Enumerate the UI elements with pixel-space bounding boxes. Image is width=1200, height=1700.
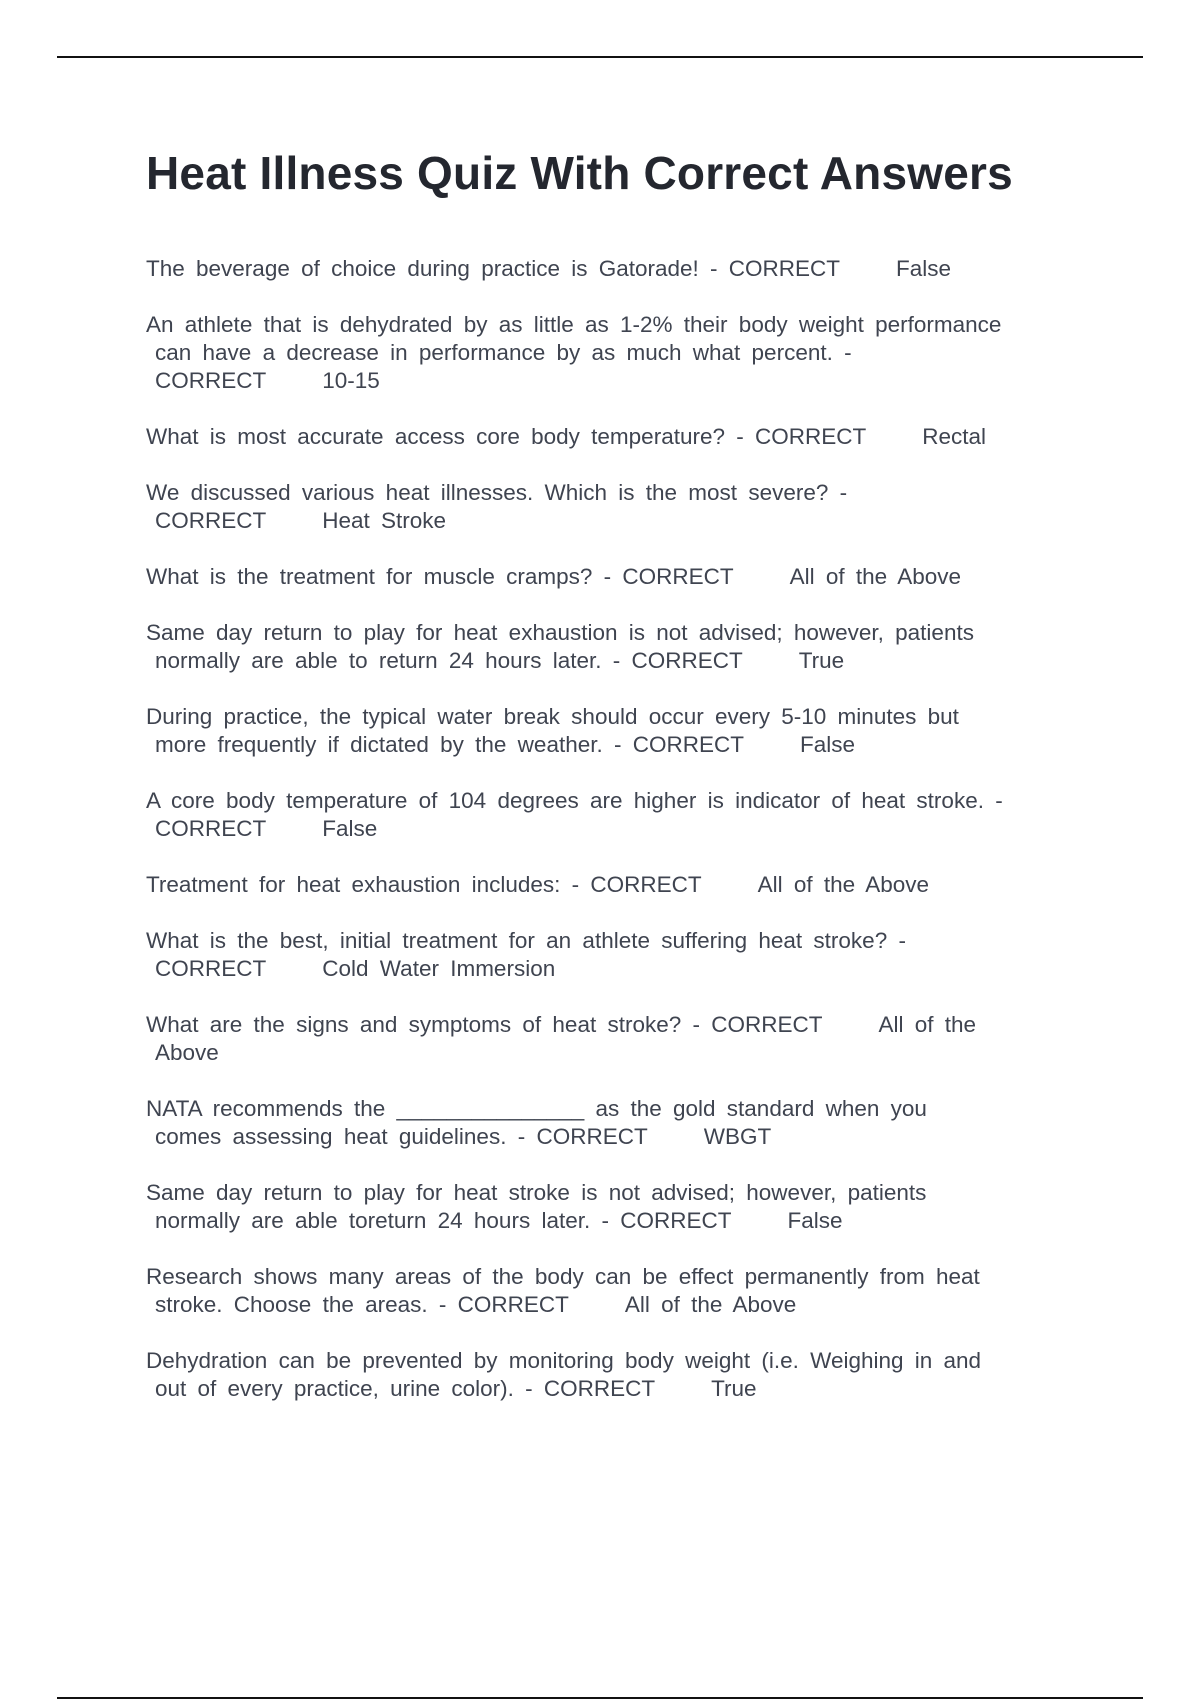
qa-text: NATA recommends the _______________ as the gold standard when you xyxy=(146,1096,927,1121)
qa-line xyxy=(146,787,1086,815)
qa-text: What is the treatment for muscle cramps? - CORRECT xyxy=(146,564,734,589)
qa-answer: False xyxy=(322,816,378,841)
qa-text: can have a decrease in performance by as much what percent. - xyxy=(155,340,852,365)
qa-text: CORRECT xyxy=(155,956,267,981)
qa-text: During practice, the typical water break should occur every 5-10 minutes but xyxy=(146,704,959,729)
qa-answer: All of the Above xyxy=(624,1292,797,1317)
qa-item xyxy=(146,255,1086,283)
qa-answer: WBGT xyxy=(703,1124,772,1149)
qa-text: normally are able toreturn 24 hours later. - CORRECT xyxy=(155,1208,732,1233)
qa-text: stroke. Choose the areas. - CORRECT xyxy=(155,1292,569,1317)
qa-line xyxy=(146,955,1086,983)
qa-answer: False xyxy=(787,1208,843,1233)
qa-line xyxy=(146,423,1086,451)
qa-text: We discussed various heat illnesses. Which is the most severe? - xyxy=(146,480,848,505)
qa-item xyxy=(146,479,1086,535)
qa-line xyxy=(146,1011,1086,1039)
qa-text: out of every practice, urine color). - CORRECT xyxy=(155,1376,656,1401)
qa-line xyxy=(146,927,1086,955)
qa-answer: Cold Water Immersion xyxy=(322,956,556,981)
qa-line xyxy=(146,731,1086,759)
qa-text: Dehydration can be prevented by monitoring body weight (i.e. Weighing in and xyxy=(146,1348,982,1373)
qa-line xyxy=(146,1347,1086,1375)
qa-answer: True xyxy=(711,1376,757,1401)
qa-answer: All of the Above xyxy=(757,872,929,897)
qa-text: CORRECT xyxy=(155,816,267,841)
qa-line xyxy=(146,479,1086,507)
qa-answer: All of the Above xyxy=(789,564,961,589)
qa-answer: 10-15 xyxy=(322,368,380,393)
qa-line xyxy=(146,1095,1086,1123)
qa-line xyxy=(146,1123,1086,1151)
qa-answer: False xyxy=(896,256,952,281)
qa-line xyxy=(146,1291,1086,1319)
qa-item xyxy=(146,1095,1086,1151)
qa-line xyxy=(146,1179,1086,1207)
qa-line xyxy=(146,255,1086,283)
qa-text: What is most accurate access core body temperature? - CORRECT xyxy=(146,424,867,449)
qa-text: CORRECT xyxy=(155,368,267,393)
qa-item xyxy=(146,703,1086,759)
qa-item xyxy=(146,787,1086,843)
qa-line xyxy=(146,703,1086,731)
bottom-rule xyxy=(57,1697,1143,1699)
qa-line xyxy=(146,871,1086,899)
qa-text: CORRECT xyxy=(155,508,267,533)
qa-text: A core body temperature of 104 degrees are higher is indicator of heat stroke. - xyxy=(146,788,1003,813)
qa-text: normally are able to return 24 hours later. - CORRECT xyxy=(155,648,743,673)
qa-answer: Heat Stroke xyxy=(322,508,447,533)
qa-item xyxy=(146,1179,1086,1235)
qa-text: An athlete that is dehydrated by as little as 1-2% their body weight performance xyxy=(146,312,1002,337)
qa-line xyxy=(146,311,1086,339)
qa-text: Treatment for heat exhaustion includes: - CORRECT xyxy=(146,872,702,897)
qa-item xyxy=(146,311,1086,395)
qa-text: Same day return to play for heat exhaustion is not advised; however, patients xyxy=(146,620,974,645)
qa-line xyxy=(146,647,1086,675)
qa-line xyxy=(146,1039,1086,1067)
qa-item xyxy=(146,871,1086,899)
qa-answer: All of the xyxy=(878,1012,977,1037)
qa-line xyxy=(146,563,1086,591)
page-title: Heat Illness Quiz With Correct Answers xyxy=(146,147,1013,199)
qa-line xyxy=(146,339,1086,367)
qa-line xyxy=(146,1263,1086,1291)
qa-answer: True xyxy=(798,648,845,673)
top-rule xyxy=(57,56,1143,58)
qa-item xyxy=(146,1347,1086,1403)
qa-text: more frequently if dictated by the weather. - CORRECT xyxy=(155,732,744,757)
qa-text: comes assessing heat guidelines. - CORRECT xyxy=(155,1124,648,1149)
qa-item xyxy=(146,563,1086,591)
qa-item xyxy=(146,927,1086,983)
qa-item xyxy=(146,423,1086,451)
qa-text: What is the best, initial treatment for an athlete suffering heat stroke? - xyxy=(146,928,906,953)
qa-text: What are the signs and symptoms of heat stroke? - CORRECT xyxy=(146,1012,823,1037)
qa-answer: False xyxy=(799,732,856,757)
qa-item xyxy=(146,1263,1086,1319)
qa-line xyxy=(146,507,1086,535)
qa-text: The beverage of choice during practice is Gatorade! - CORRECT xyxy=(146,256,841,281)
qa-line xyxy=(146,1375,1086,1403)
qa-item xyxy=(146,1011,1086,1067)
qa-text: Above xyxy=(155,1040,219,1065)
qa-line xyxy=(146,815,1086,843)
qa-item xyxy=(146,619,1086,675)
qa-list xyxy=(146,255,1086,1431)
qa-line xyxy=(146,1207,1086,1235)
qa-line xyxy=(146,367,1086,395)
qa-answer: Rectal xyxy=(922,424,987,449)
qa-line xyxy=(146,619,1086,647)
qa-text: Same day return to play for heat stroke is not advised; however, patients xyxy=(146,1180,927,1205)
qa-text: Research shows many areas of the body can be effect permanently from heat xyxy=(146,1264,980,1289)
